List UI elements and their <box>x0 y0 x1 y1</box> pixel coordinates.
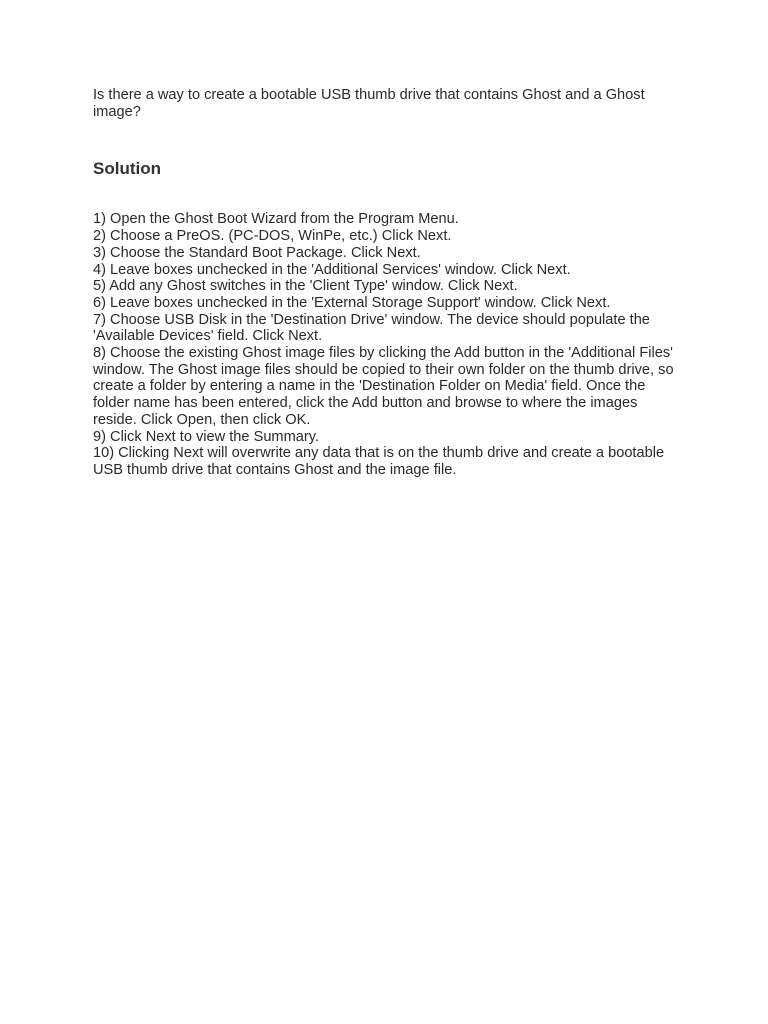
steps-list <box>93 211 683 478</box>
question-text: Is there a way to create a bootable USB thumb drive that contains Ghost and a Ghost image? <box>93 87 645 120</box>
step-item: 7) Choose USB Disk in the 'Destination Drive' window. The device should populate the 'Available Devices' field. Click Next. <box>93 311 650 345</box>
step-item: 9) Click Next to view the Summary. <box>93 428 319 445</box>
step-item: 8) Choose the existing Ghost image files by clicking the Add button in the 'Additional Files' window. The Ghost image files should be copied to their own folder on the thumb drive, so create a folder by entering a name in the 'Destination Folder on Media' field. Once the folder name has been entered, click the Add button and browse to where the images reside. Click Open, then click OK. <box>93 345 674 428</box>
document-page <box>93 87 683 479</box>
step-item: 5) Add any Ghost switches in the 'Client Type' window. Click Next. <box>93 278 518 295</box>
step-item: 1) Open the Ghost Boot Wizard from the Program Menu. <box>93 211 459 228</box>
step-item: 3) Choose the Standard Boot Package. Click Next. <box>93 244 421 261</box>
step-item: 4) Leave boxes unchecked in the 'Additional Services' window. Click Next. <box>93 261 571 278</box>
step-item: 10) Clicking Next will overwrite any data that is on the thumb drive and create a bootable USB thumb drive that contains Ghost and the image file. <box>93 445 665 478</box>
solution-heading: Solution <box>93 159 161 179</box>
step-item: 6) Leave boxes unchecked in the 'External Storage Support' window. Click Next. <box>93 294 611 311</box>
step-item: 2) Choose a PreOS. (PC-DOS, WinPe, etc.) Click Next. <box>93 228 452 245</box>
